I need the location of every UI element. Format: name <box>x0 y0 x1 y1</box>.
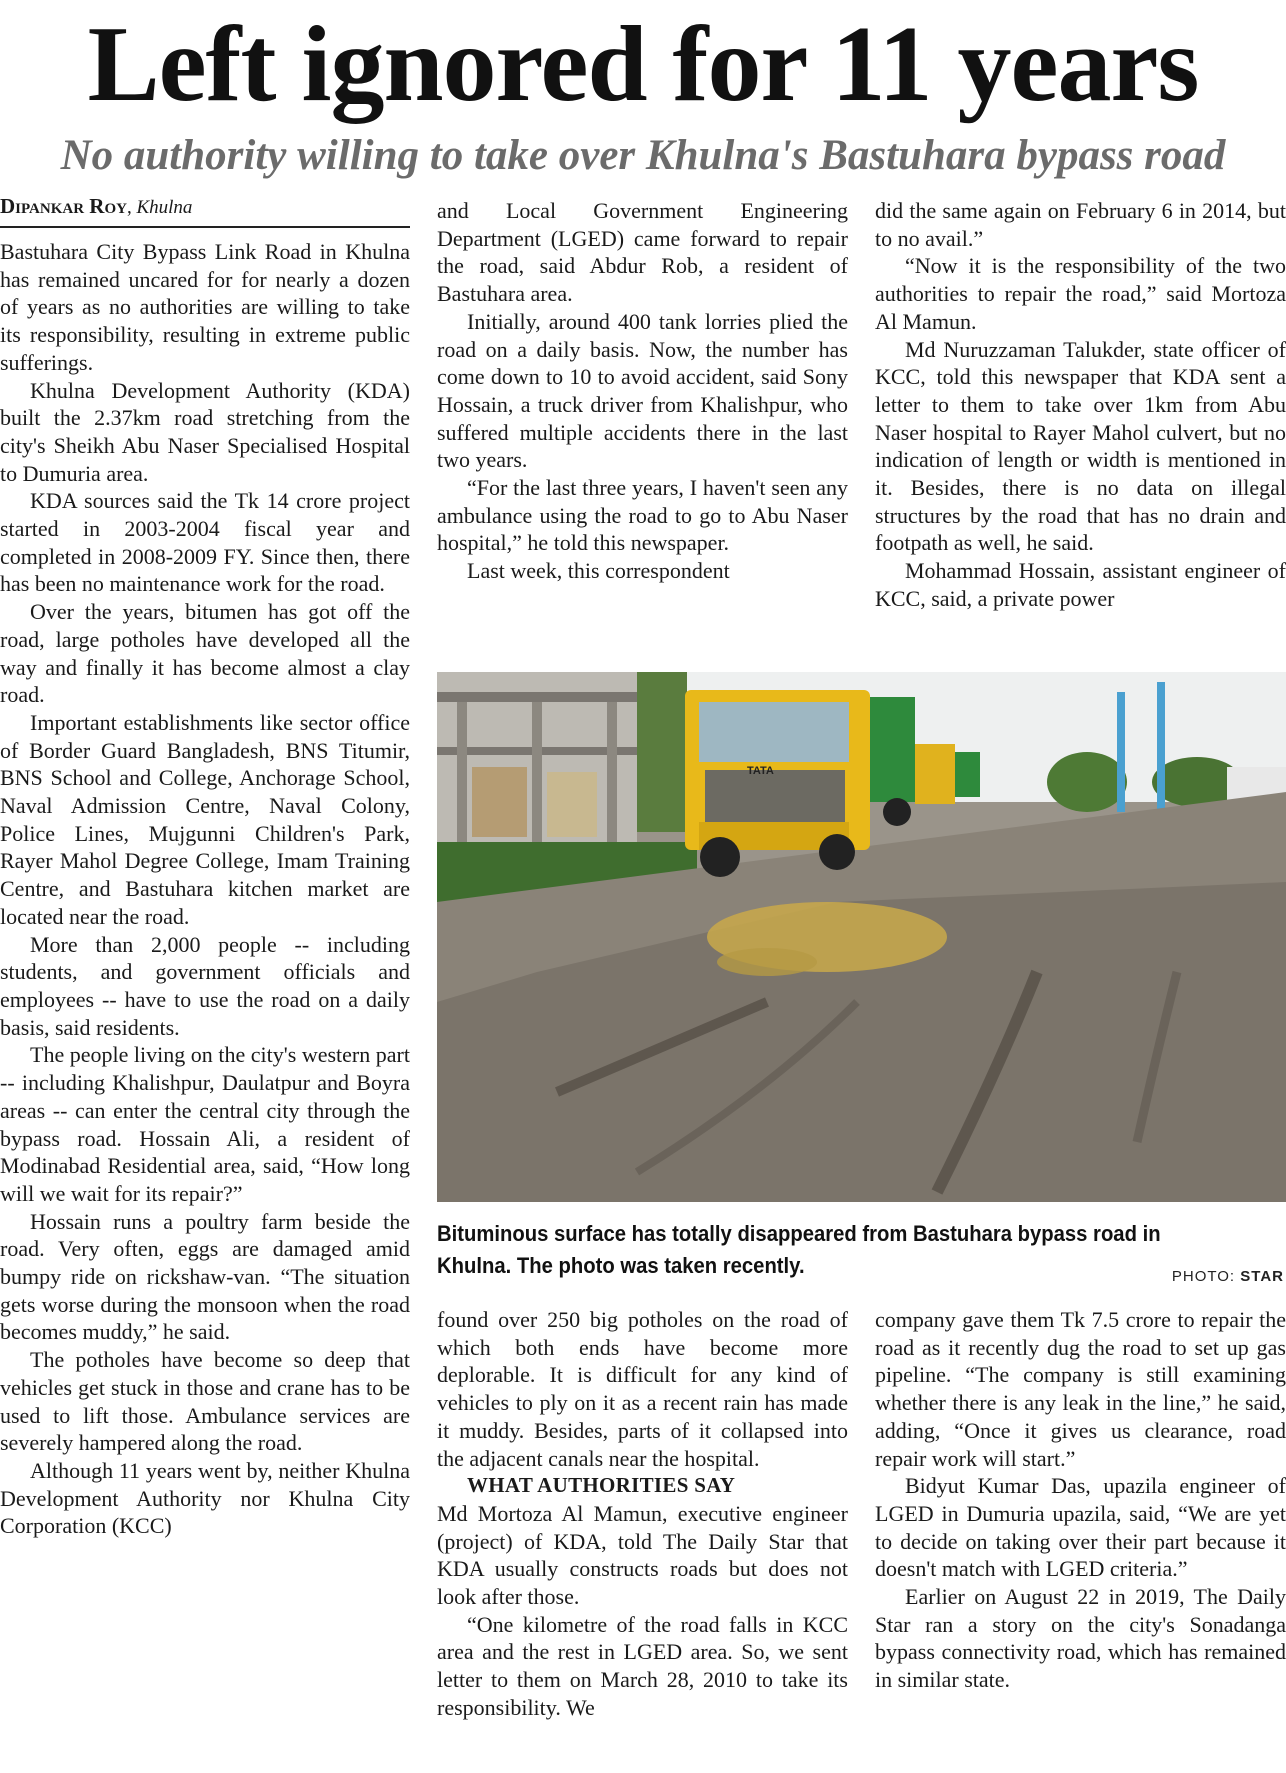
news-photo <box>437 672 1286 1202</box>
paragraph: and Local Government Engineering Department (LGED) came forward to repair the road, said Abdur Rob, a resident of Bastuhara area. <box>437 198 848 307</box>
paragraph: Khulna Development Authority (KDA) built the 2.37km road stretching from the city's Sheikh Abu Naser Specialised Hospital to Dumuria area. <box>0 377 410 486</box>
credit-prefix: PHOTO: <box>1171 1268 1241 1285</box>
paragraph: company gave them Tk 7.5 crore to repair the road as it recently dug the road to set up gas pipeline. “The company is still examining whether there is any leak in the line,” he said, adding, “Once it gives us clearance, road repair work will start.” <box>875 1307 1286 1471</box>
photo-caption: Bituminous surface has totally disappeared from Bastuhara bypass road in Khulna. The photo was taken recently. <box>437 1221 1161 1278</box>
paragraph: Md Nuruzzaman Talukder, state officer of KCC, told this newspaper that KDA sent a letter to them to take over 1km from Abu Naser hospital to Rayer Mahol culvert, but no indication of length or width is mentioned in it. Besides, there is no data on illegal structures by the road that has no drain and footpath as well, he said. <box>875 336 1286 556</box>
paragraph: Important establishments like sector office of Border Guard Bangladesh, BNS Titumir, BNS School and College, Anchorage School, Naval Admission Centre, Naval Colony, Police Lines, Mujgunni Children's Park, Rayer Mahol Degree College, Imam Training Centre, and Bastuhara kitchen market are located near the road. <box>0 709 410 929</box>
paragraph: “Now it is the responsibility of the two authorities to repair the road,” said Mortoza Al Mamun. <box>875 253 1286 334</box>
byline <box>0 194 410 228</box>
paragraph: Bastuhara City Bypass Link Road in Khulna has remained uncared for for nearly a dozen of years as no authorities are willing to take its responsibility, resulting in extreme public sufferings. <box>0 239 410 375</box>
paragraph: The potholes have become so deep that vehicles get stuck in those and crane has to be used to lift those. Ambulance services are severely hampered along the road. <box>0 1347 410 1456</box>
paragraph: Bidyut Kumar Das, upazila engineer of LGED in Dumuria upazila, said, “We are yet to decide on taking over their part because it doesn't match with LGED criteria.” <box>875 1473 1286 1582</box>
photo-credit <box>1172 1268 1284 1285</box>
paragraph: did the same again on February 6 in 2014, but to no avail.” <box>875 198 1286 251</box>
paragraph: Md Mortoza Al Mamun, executive engineer (project) of KDA, told The Daily Star that KDA usually constructs roads but does not look after those. <box>437 1500 848 1610</box>
paragraph: Although 11 years went by, neither Khulna Development Authority nor Khulna City Corporation (KCC) <box>0 1457 410 1539</box>
paragraph: More than 2,000 people -- including students, and government officials and employees -- have to use the road on a daily basis, said residents. <box>0 931 410 1040</box>
credit-source: STAR <box>1240 1268 1284 1285</box>
paragraph: “One kilometre of the road falls in KCC area and the rest in LGED area. So, we sent letter to them on March 28, 2010 to take its responsibility. We <box>437 1611 848 1720</box>
article-column-2-bottom <box>437 1306 848 1770</box>
byline-author: Dipankar Roy <box>0 194 127 218</box>
paragraph: KDA sources said the Tk 14 crore project started in 2003-2004 fiscal year and completed in 2008-2009 FY. Since then, there has been no maintenance work for the road. <box>0 488 410 597</box>
truck-brand: TATA <box>747 765 774 777</box>
byline-location: Khulna <box>136 197 193 218</box>
paragraph: Mohammad Hossain, assistant engineer of KCC, said, a private power <box>875 558 1286 611</box>
paragraph: “For the last three years, I haven't seen any ambulance using the road to go to Abu Naser hospital,” he told this newspaper. <box>437 475 848 556</box>
section-heading: WHAT AUTHORITIES SAY <box>467 1473 736 1498</box>
article-column-2-top <box>437 197 848 637</box>
article-column-3-bottom <box>875 1306 1286 1770</box>
headline: Left ignored for 11 years <box>87 5 1199 124</box>
paragraph: found over 250 big potholes on the road of which both ends have become more deplorable. It is difficult for any kind of vehicles to ply on it as a recent rain has made it muddy. Besides, parts of it collapsed into the adjacent canals near the hospital. <box>437 1307 848 1471</box>
byline-separator: , <box>126 197 137 218</box>
article-column-1 <box>0 238 410 1770</box>
paragraph: The people living on the city's western part -- including Khalishpur, Daulatpur and Boyra areas -- can enter the central city through the bypass road. Hossain Ali, a resident of Modinabad Residential area, said, “How long will we wait for its repair?” <box>0 1042 410 1206</box>
subheadline: No authority willing to take over Khulna's Bastuhara bypass road <box>60 132 1226 179</box>
article-column-3-top <box>875 197 1286 637</box>
paragraph: Last week, this correspondent <box>467 558 730 584</box>
paragraph: Hossain runs a poultry farm beside the road. Very often, eggs are damaged amid bumpy ride on rickshaw-van. “The situation gets worse during the monsoon when the road becomes muddy,” he said. <box>0 1208 410 1345</box>
paragraph: Over the years, bitumen has got off the road, large potholes have developed all the way and finally it has become almost a clay road. <box>0 599 410 708</box>
paragraph: Earlier on August 22 in 2019, The Daily Star ran a story on the city's Sonadanga bypass connectivity road, which has remained in similar state. <box>875 1584 1286 1693</box>
paragraph: Initially, around 400 tank lorries plied the road on a daily basis. Now, the number has come down to 10 to avoid accident, said Sony Hossain, a truck driver from Khalishpur, who suffered multiple accidents there in the last two years. <box>437 308 848 473</box>
